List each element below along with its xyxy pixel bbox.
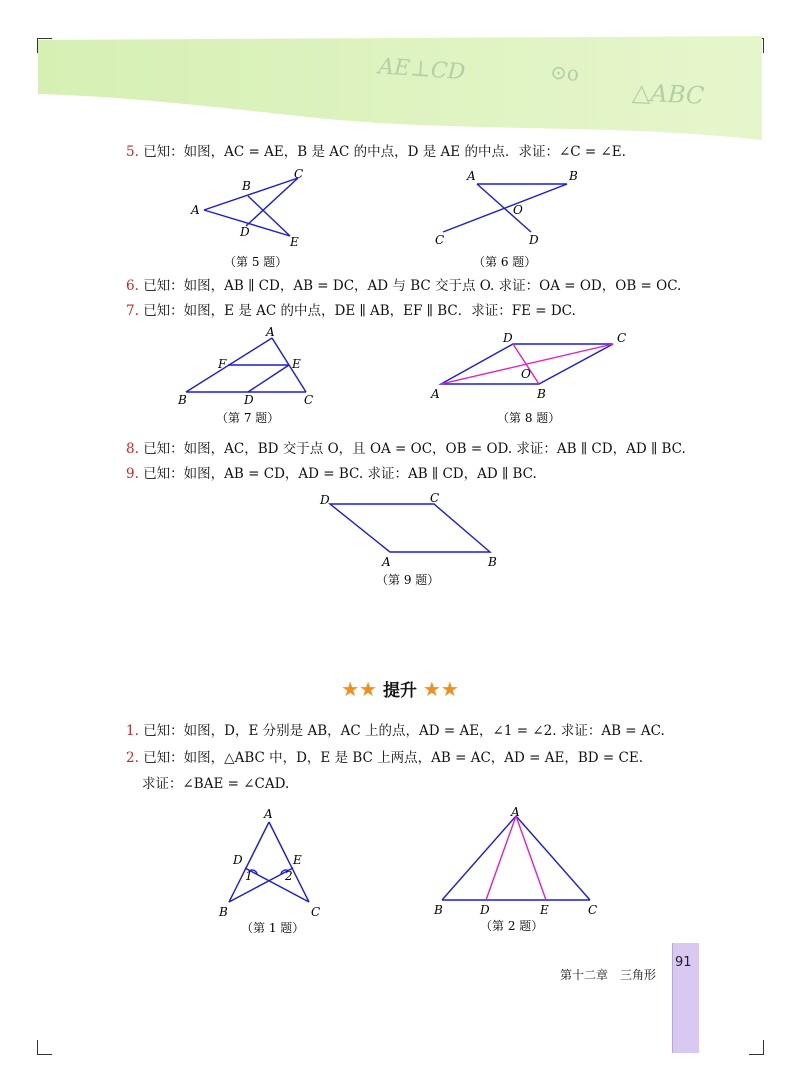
fig8-caption: （第 8 题） — [497, 411, 561, 425]
fig7-label-B: B — [178, 393, 187, 407]
figure-9 — [312, 490, 512, 590]
crop-mark-bottom-left — [37, 1040, 52, 1055]
fig6-label-C: C — [435, 233, 445, 247]
problem-text: 已知：如图，AB ∥ CD，AB = DC，AD 与 BC 交于点 O. 求证：OA = OD，OB = OC. — [143, 278, 682, 294]
figR1-label-C: C — [311, 905, 321, 919]
fig9-label-D: D — [320, 493, 330, 507]
fig6-label-B: B — [569, 169, 578, 183]
figure-7 — [170, 326, 330, 430]
problem-7 — [126, 301, 576, 321]
problem-text: 已知：如图，AC = AE，B 是 AC 的中点，D 是 AE 的中点．求证：∠C = ∠E. — [143, 144, 626, 160]
chapter-footer: 第十二章 三角形 — [560, 968, 657, 982]
fig6-label-D: D — [529, 233, 539, 247]
fig6-label-A: A — [467, 169, 476, 183]
fig7-label-F: F — [218, 357, 227, 371]
figR2-label-C: C — [588, 903, 598, 917]
section-title: 提升 — [383, 681, 417, 701]
fig5-label-E: E — [290, 235, 299, 249]
fig9-caption: （第 9 题） — [376, 573, 440, 587]
problem-number: 9. — [126, 466, 139, 482]
problem-number: 2. — [126, 750, 139, 766]
star-icon: ★★ — [422, 677, 459, 701]
fig5-caption: （第 5 题） — [224, 255, 288, 269]
figR1-caption: （第 1 题） — [241, 921, 305, 935]
fig9-label-C: C — [430, 491, 440, 505]
fig8-label-O: O — [521, 367, 531, 381]
header-banner — [38, 36, 762, 148]
fig8-label-D: D — [503, 331, 513, 345]
advanced-problem-2-continued — [142, 774, 289, 794]
fig7-label-D: D — [244, 393, 254, 407]
fig9-label-A: A — [382, 555, 391, 569]
banner-faint-text-3: △ABC — [631, 78, 706, 110]
problem-number: 7. — [126, 303, 139, 319]
fig6-label-O: O — [513, 203, 523, 217]
fig5-label-A: A — [191, 203, 200, 217]
figR2-caption: （第 2 题） — [480, 919, 544, 933]
fig7-label-A: A — [266, 326, 275, 339]
fig5-label-D: D — [240, 225, 250, 239]
problem-text: 已知：如图，AB = CD，AD = BC. 求证：AB ∥ CD，AD ∥ BC. — [143, 466, 537, 482]
fig8-label-B: B — [537, 387, 546, 401]
figure-8 — [425, 326, 635, 430]
problem-number: 6. — [126, 278, 139, 294]
figR1-label-B: B — [219, 905, 228, 919]
figR1-label-E: E — [293, 853, 302, 867]
advanced-problem-2 — [126, 748, 643, 768]
figR2-label-D: D — [480, 903, 490, 917]
problem-6 — [126, 276, 681, 296]
problem-number: 8. — [126, 441, 139, 457]
figR1-label-D: D — [233, 853, 243, 867]
crop-mark-bottom-right — [749, 1040, 764, 1055]
figR2-label-E: E — [540, 903, 549, 917]
problem-text: 已知：如图，D，E 分别是 AB，AC 上的点，AD = AE，∠1 = ∠2. 求证：AB = AC. — [143, 723, 665, 739]
fig9-label-B: B — [488, 555, 497, 569]
fig8-label-C: C — [617, 331, 627, 345]
fig7-label-C: C — [304, 393, 314, 407]
figure-advanced-2 — [430, 804, 610, 938]
figure-5 — [180, 168, 320, 272]
problem-5 — [126, 142, 626, 162]
figR1-label-A: A — [264, 807, 273, 821]
fig5-label-C: C — [294, 168, 304, 181]
problem-text: 求证：∠BAE = ∠CAD. — [142, 776, 290, 792]
banner-faint-text-1: AE⊥CD — [377, 54, 467, 86]
star-icon: ★★ — [341, 677, 378, 701]
figR2-label-B: B — [434, 903, 443, 917]
problem-number: 1. — [126, 723, 139, 739]
figR1-label-1: 1 — [245, 869, 253, 883]
section-heading — [0, 676, 800, 701]
fig7-caption: （第 7 题） — [216, 411, 280, 425]
problem-text: 已知：如图，E 是 AC 的中点，DE ∥ AB，EF ∥ BC．求证：FE = DC. — [143, 303, 576, 319]
problem-text: 已知：如图，AC，BD 交于点 O，且 OA = OC，OB = OD. 求证：AB ∥ CD，AD ∥ BC. — [143, 441, 686, 457]
fig7-label-E: E — [292, 357, 301, 371]
figR2-label-A: A — [511, 805, 520, 819]
figR1-label-2: 2 — [285, 869, 293, 883]
figure-advanced-1 — [215, 804, 335, 938]
fig8-label-A: A — [431, 387, 440, 401]
problem-text: 已知：如图，△ABC 中，D，E 是 BC 上两点，AB = AC，AD = AE，BD = CE. — [143, 750, 643, 766]
figure-6 — [425, 168, 595, 272]
problem-number: 5. — [126, 144, 139, 160]
page-number: 91 — [675, 955, 692, 970]
fig6-caption: （第 6 题） — [473, 255, 537, 269]
banner-faint-text-2: ⊙o — [549, 59, 580, 86]
problem-9 — [126, 464, 537, 484]
advanced-problem-1 — [126, 721, 665, 741]
problem-8 — [126, 439, 686, 459]
fig5-label-B: B — [242, 179, 251, 193]
